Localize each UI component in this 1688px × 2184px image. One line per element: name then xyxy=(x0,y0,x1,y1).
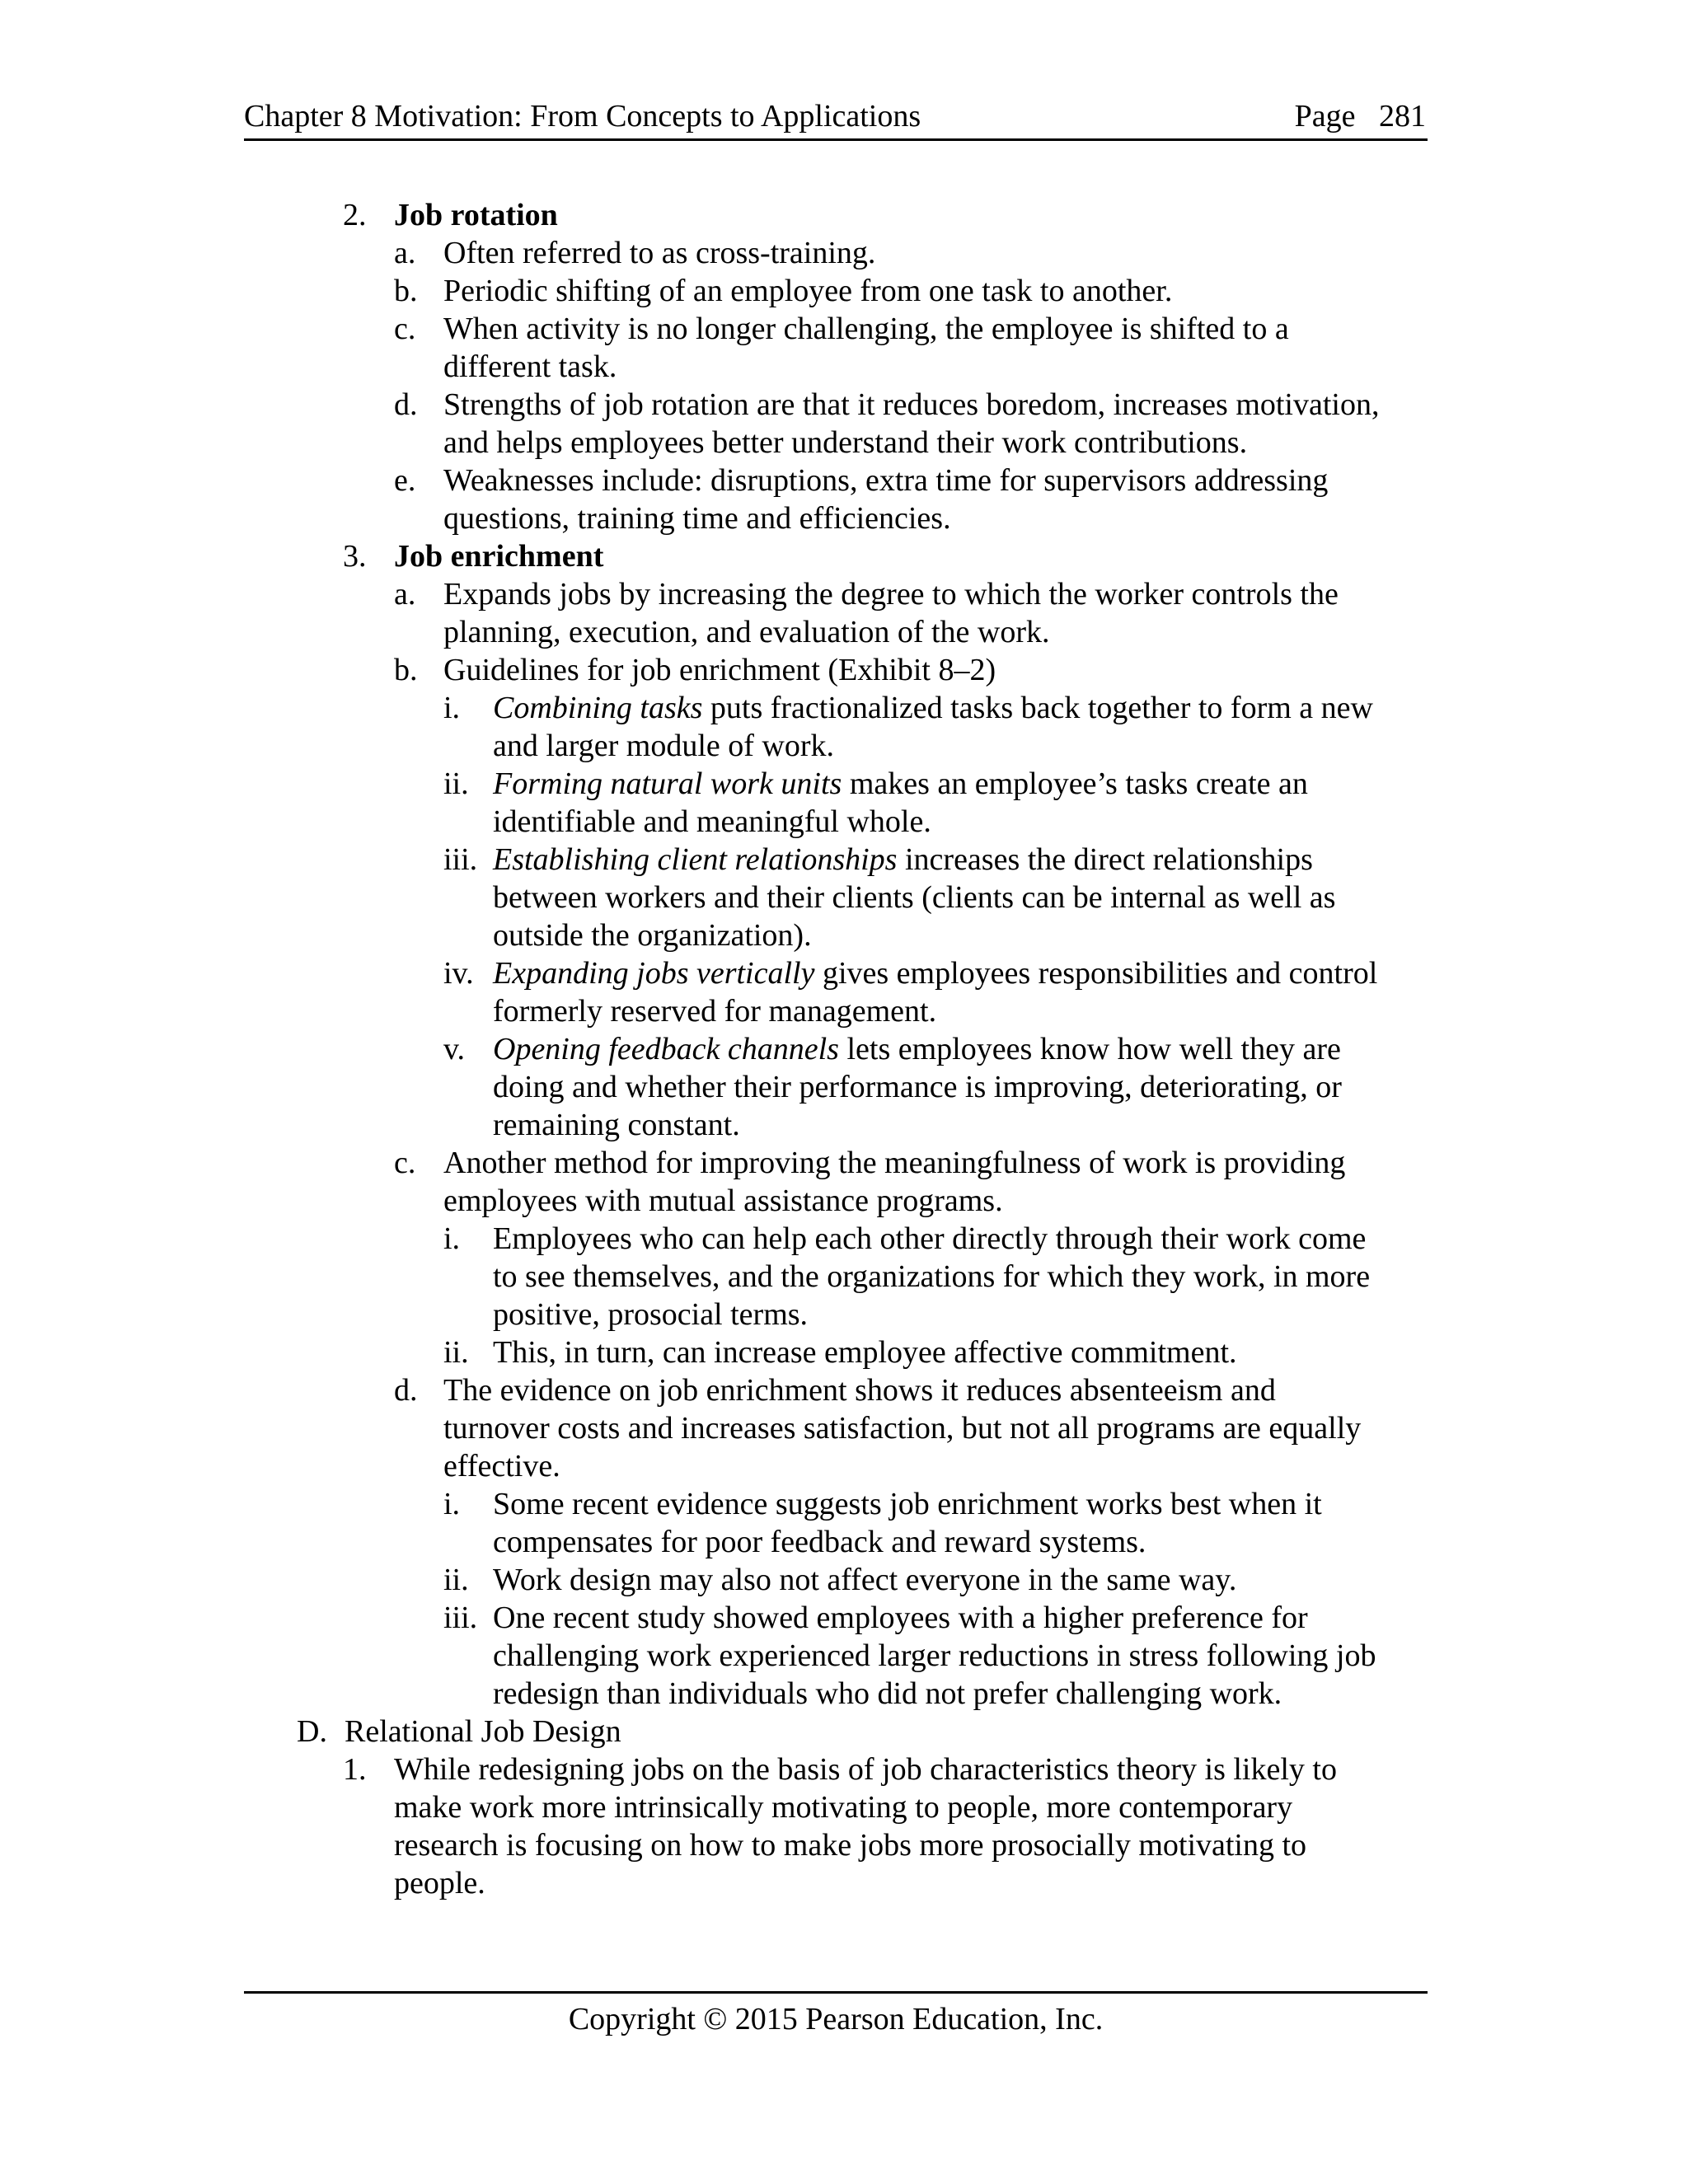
item-marker: ii. xyxy=(443,1335,469,1370)
item-text: Employees who can help each other directly through their work come xyxy=(493,1221,1367,1256)
outline-item xyxy=(0,765,1688,803)
item-text: Work design may also not affect everyone in the same way. xyxy=(493,1563,1237,1597)
item-text: challenging work experienced larger reductions in stress following job xyxy=(493,1638,1376,1673)
outline-continuation-line xyxy=(0,1523,1688,1561)
item-text: Relational Job Design xyxy=(345,1714,621,1749)
item-text: Some recent evidence suggests job enrichment works best when it xyxy=(493,1487,1322,1521)
outline-item xyxy=(0,537,1688,575)
item-heading: Job enrichment xyxy=(394,539,604,574)
item-text: planning, execution, and evaluation of the work. xyxy=(443,615,1050,649)
item-text: outside the organization). xyxy=(493,918,812,953)
outline-continuation-line xyxy=(0,1106,1688,1144)
outline-body xyxy=(0,196,1688,1902)
item-text xyxy=(493,765,1308,803)
item-marker: i. xyxy=(443,1221,461,1256)
item-text xyxy=(493,1030,1341,1068)
chapter-title: Chapter 8 Motivation: From Concepts to Applications xyxy=(244,99,921,134)
copyright-notice: Copyright © 2015 Pearson Education, Inc. xyxy=(568,2002,1104,2036)
item-text xyxy=(394,196,558,234)
item-text: different task. xyxy=(443,349,617,384)
item-text: Guidelines for job enrichment (Exhibit 8–2) xyxy=(443,653,996,687)
item-marker: 1. xyxy=(343,1752,367,1787)
outline-continuation-line xyxy=(0,1675,1688,1713)
item-text-rest: puts fractionalized tasks back together to form a new xyxy=(702,691,1373,725)
outline-item xyxy=(0,272,1688,310)
outline-item xyxy=(0,651,1688,689)
outline-item xyxy=(0,1333,1688,1371)
outline-continuation-line xyxy=(0,1788,1688,1826)
outline-item xyxy=(0,1750,1688,1788)
outline-item xyxy=(0,954,1688,992)
outline-continuation-line xyxy=(0,424,1688,462)
item-marker: ii. xyxy=(443,1563,469,1597)
outline-continuation-line xyxy=(0,1068,1688,1106)
outline-item xyxy=(0,1220,1688,1258)
item-text: The evidence on job enrichment shows it reduces absenteeism and xyxy=(443,1373,1276,1408)
item-text: and helps employees better understand their work contributions. xyxy=(443,425,1248,460)
item-text: Often referred to as cross-training. xyxy=(443,236,876,270)
item-marker: v. xyxy=(443,1032,466,1066)
outline-item xyxy=(0,841,1688,879)
item-text xyxy=(394,537,603,575)
outline-item xyxy=(0,1030,1688,1068)
outline-item xyxy=(0,1485,1688,1523)
item-text: between workers and their clients (clients can be internal as well as xyxy=(493,880,1336,915)
item-marker: 3. xyxy=(343,539,367,574)
item-text: One recent study showed employees with a higher preference for xyxy=(493,1601,1308,1635)
item-marker: d. xyxy=(394,387,418,422)
item-text: Periodic shifting of an employee from one task to another. xyxy=(443,274,1173,308)
item-marker: i. xyxy=(443,1487,461,1521)
item-text xyxy=(493,841,1313,879)
outline-continuation-line xyxy=(0,1637,1688,1675)
outline-continuation-line xyxy=(0,803,1688,841)
emphasized-term: Forming natural work units xyxy=(493,766,842,801)
page-footer xyxy=(244,1991,1428,2038)
item-text: redesign than individuals who did not prefer challenging work. xyxy=(493,1676,1282,1711)
item-text: Weaknesses include: disruptions, extra time for supervisors addressing xyxy=(443,463,1329,498)
item-text: When activity is no longer challenging, the employee is shifted to a xyxy=(443,312,1289,346)
item-text: Expands jobs by increasing the degree to which the worker controls the xyxy=(443,577,1339,612)
item-text-rest: lets employees know how well they are xyxy=(838,1032,1341,1066)
item-marker: b. xyxy=(394,653,418,687)
item-marker: D. xyxy=(297,1714,327,1749)
outline-continuation-line xyxy=(0,1258,1688,1296)
item-marker: c. xyxy=(394,1146,416,1180)
outline-continuation-line xyxy=(0,727,1688,765)
item-text: remaining constant. xyxy=(493,1108,740,1142)
outline-item xyxy=(0,386,1688,424)
emphasized-term: Expanding jobs vertically xyxy=(493,956,815,991)
outline-continuation-line xyxy=(0,1864,1688,1902)
outline-continuation-line xyxy=(0,879,1688,916)
outline-item xyxy=(0,689,1688,727)
item-heading: Job rotation xyxy=(394,198,558,232)
outline-item xyxy=(0,575,1688,613)
item-text: While redesigning jobs on the basis of job characteristics theory is likely to xyxy=(394,1752,1337,1787)
item-marker: i. xyxy=(443,691,461,725)
item-marker: e. xyxy=(394,463,416,498)
item-marker: 2. xyxy=(343,198,367,232)
outline-continuation-line xyxy=(0,1447,1688,1485)
outline-continuation-line xyxy=(0,1182,1688,1220)
item-text: people. xyxy=(394,1866,485,1900)
outline-item xyxy=(0,196,1688,234)
item-text: and larger module of work. xyxy=(493,729,835,763)
item-text-rest: increases the direct relationships xyxy=(897,842,1313,877)
item-text xyxy=(493,954,1377,992)
item-text: positive, prosocial terms. xyxy=(493,1297,809,1332)
item-text: effective. xyxy=(443,1449,560,1483)
outline-item xyxy=(0,234,1688,272)
item-text: formerly reserved for management. xyxy=(493,994,937,1029)
item-text: identifiable and meaningful whole. xyxy=(493,804,931,839)
outline-item xyxy=(0,1144,1688,1182)
outline-continuation-line xyxy=(0,499,1688,537)
item-marker: c. xyxy=(394,312,416,346)
item-text: turnover costs and increases satisfaction, but not all programs are equally xyxy=(443,1411,1362,1446)
item-text: This, in turn, can increase employee affective commitment. xyxy=(493,1335,1237,1370)
page-number: Page 281 xyxy=(1294,99,1426,134)
outline-continuation-line xyxy=(0,1826,1688,1864)
item-text: research is focusing on how to make jobs more prosocially motivating to xyxy=(394,1828,1307,1863)
outline-item xyxy=(0,310,1688,348)
outline-item xyxy=(0,1713,1688,1750)
item-marker: ii. xyxy=(443,766,469,801)
item-text: employees with mutual assistance programs. xyxy=(443,1183,1003,1218)
item-marker: a. xyxy=(394,577,416,612)
item-text: Strengths of job rotation are that it reduces boredom, increases motivation, xyxy=(443,387,1380,422)
item-text-rest: gives employees responsibilities and control xyxy=(814,956,1378,991)
outline-continuation-line xyxy=(0,613,1688,651)
outline-continuation-line xyxy=(0,1296,1688,1333)
outline-continuation-line xyxy=(0,1409,1688,1447)
item-marker: a. xyxy=(394,236,416,270)
item-text: to see themselves, and the organizations for which they work, in more xyxy=(493,1259,1371,1294)
page-header xyxy=(244,92,1428,141)
outline-continuation-line xyxy=(0,916,1688,954)
item-text: compensates for poor feedback and reward systems. xyxy=(493,1525,1146,1559)
item-marker: iii. xyxy=(443,1601,478,1635)
outline-item xyxy=(0,1599,1688,1637)
item-marker: b. xyxy=(394,274,418,308)
item-text-rest: makes an employee’s tasks create an xyxy=(842,766,1308,801)
item-marker: iv. xyxy=(443,956,474,991)
emphasized-term: Combining tasks xyxy=(493,691,703,725)
item-marker: d. xyxy=(394,1373,418,1408)
item-text: make work more intrinsically motivating to people, more contemporary xyxy=(394,1790,1293,1825)
outline-item xyxy=(0,462,1688,499)
item-text: questions, training time and efficiencies. xyxy=(443,501,951,536)
emphasized-term: Establishing client relationships xyxy=(493,842,898,877)
outline-continuation-line xyxy=(0,348,1688,386)
item-text: doing and whether their performance is improving, deteriorating, or xyxy=(493,1070,1342,1104)
item-text xyxy=(493,689,1373,727)
item-text: Another method for improving the meaningfulness of work is providing xyxy=(443,1146,1346,1180)
outline-continuation-line xyxy=(0,992,1688,1030)
emphasized-term: Opening feedback channels xyxy=(493,1032,839,1066)
item-marker: iii. xyxy=(443,842,478,877)
outline-item xyxy=(0,1561,1688,1599)
outline-item xyxy=(0,1371,1688,1409)
